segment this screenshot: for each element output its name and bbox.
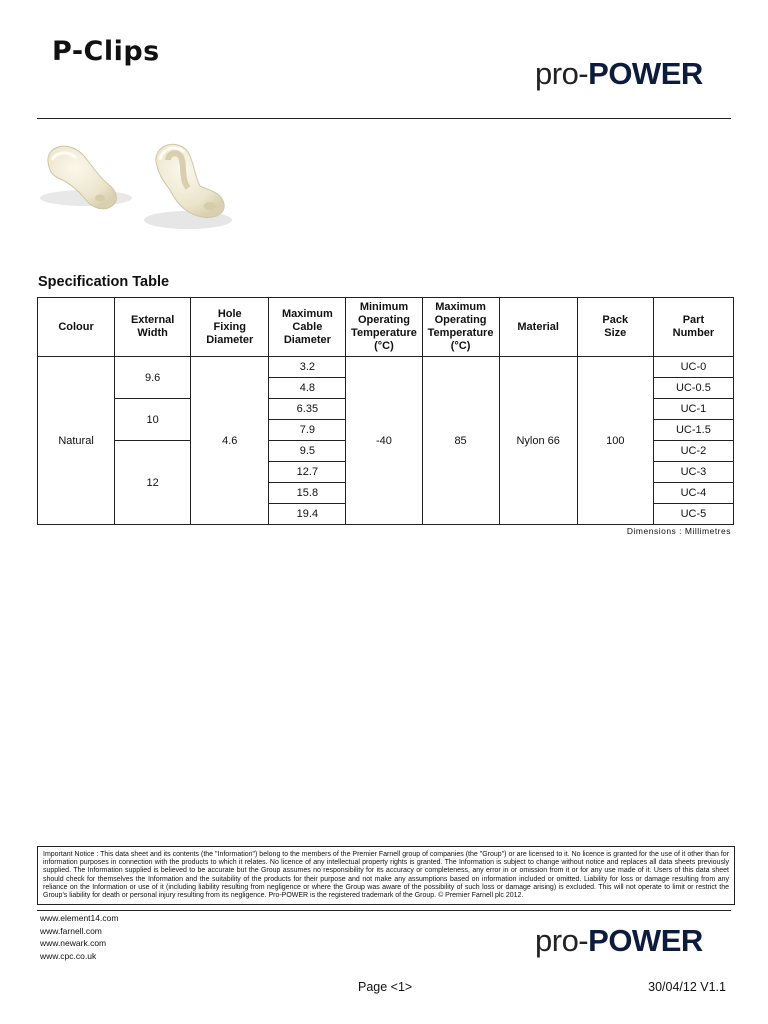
cell-cable-diameter: 12.7 <box>269 462 346 483</box>
cell-external-width: 9.6 <box>115 357 191 399</box>
cell-material: Nylon 66 <box>499 357 577 525</box>
dimensions-note: Dimensions : Millimetres <box>626 526 731 536</box>
product-image <box>38 130 238 240</box>
cell-part-number: UC-5 <box>653 504 733 525</box>
brand-logo <box>535 56 703 92</box>
revision-date: 30/04/12 V1.1 <box>648 980 726 994</box>
page-number: Page <1> <box>358 980 413 994</box>
brand-logo-name: POWER <box>588 56 703 91</box>
cell-cable-diameter: 9.5 <box>269 441 346 462</box>
link-cpc[interactable]: www.cpc.co.uk <box>40 950 97 961</box>
cell-part-number: UC-0 <box>653 357 733 378</box>
header-colour: Colour <box>38 298 115 357</box>
cell-cable-diameter: 15.8 <box>269 483 346 504</box>
table-header-row <box>38 298 734 357</box>
header-part-number <box>653 298 733 357</box>
header-max-operating-temp-text: Maximum Operating Temperature (°C) <box>427 301 494 352</box>
cell-cable-diameter: 3.2 <box>269 357 346 378</box>
cell-max-temp: 85 <box>422 357 499 525</box>
header-min-operating-temp <box>346 298 422 357</box>
p-clip-left-shape <box>40 146 132 209</box>
table-row <box>38 357 734 378</box>
link-farnell[interactable]: www.farnell.com <box>40 925 102 936</box>
header-max-operating-temp <box>422 298 499 357</box>
header-external-width-text: External Width <box>130 314 175 339</box>
cell-colour: Natural <box>38 357 115 525</box>
header-part-number-text: Part Number <box>672 314 715 339</box>
cell-hole-diameter: 4.6 <box>191 357 269 525</box>
cell-part-number: UC-3 <box>653 462 733 483</box>
cell-cable-diameter: 4.8 <box>269 378 346 399</box>
link-newark[interactable]: www.newark.com <box>40 938 107 948</box>
specification-table <box>37 297 734 525</box>
website-links <box>40 912 118 962</box>
header-pack-size <box>577 298 653 357</box>
header-hole-fixing-diameter-text: Hole Fixing Diameter <box>206 307 254 346</box>
header-external-width <box>115 298 191 357</box>
important-notice: Important Notice : This data sheet and its contents (the "Information") belong to the members of the Premier Farnell group of companies (the "Group") or are licensed to it. No licence is granted for the use of it other than for information purposes in connection with the products to which it relates. No licence of any intellectual property rights is granted. The Information is subject to change without notice and replaces all data sheets previously supplied. The Information supplied is believed to be accurate but the Group assumes no responsibility for its accuracy or completeness, any error in or omission from it or for any use made of it. Users of this data sheet should check for themselves the Information and the suitability of the products for their purpose and not make any assumptions based on information included or omitted. Liability for loss or damage resulting from any reliance on the Information or use of it (including liability resulting from negligence or where the Group was aware of the possibility of such loss or damage arising) is excluded. This will not operate to limit or restrict the Group's liability for death or personal injury resulting from its negligence. Pro-POWER is the registered trademark of the Group. © Premier Farnell plc 2012. <box>37 846 735 905</box>
cell-part-number: UC-4 <box>653 483 733 504</box>
cell-cable-diameter: 19.4 <box>269 504 346 525</box>
header-pack-size-text: Pack Size <box>602 314 629 339</box>
header-divider <box>37 118 731 119</box>
cell-external-width: 12 <box>115 441 191 525</box>
header-max-cable-diameter <box>269 298 346 357</box>
section-title: Specification Table <box>38 274 170 290</box>
cell-cable-diameter: 6.35 <box>269 399 346 420</box>
brand-logo-footer-prefix: pro- <box>535 923 589 958</box>
brand-logo-footer <box>535 923 703 959</box>
cell-external-width: 10 <box>115 399 191 441</box>
cell-part-number: UC-1.5 <box>653 420 733 441</box>
cell-cable-diameter: 7.9 <box>269 420 346 441</box>
cell-min-temp: -40 <box>346 357 422 525</box>
header-min-operating-temp-text: Minimum Operating Temperature (°C) <box>351 301 417 352</box>
header-material: Material <box>499 298 577 357</box>
header-hole-fixing-diameter <box>191 298 269 357</box>
cell-part-number: UC-2 <box>653 441 733 462</box>
cell-part-number: UC-0.5 <box>653 378 733 399</box>
brand-logo-prefix: pro- <box>535 56 589 91</box>
brand-logo-footer-name: POWER <box>588 923 703 958</box>
page-title: P-Clips <box>52 36 160 67</box>
footer-divider <box>37 910 731 911</box>
header-max-cable-diameter-text: Maximum Cable Diameter <box>281 307 333 346</box>
p-clip-right-shape <box>144 144 232 229</box>
link-element14[interactable]: www.element14.com <box>40 913 119 923</box>
cell-pack-size: 100 <box>577 357 653 525</box>
cell-part-number: UC-1 <box>653 399 733 420</box>
